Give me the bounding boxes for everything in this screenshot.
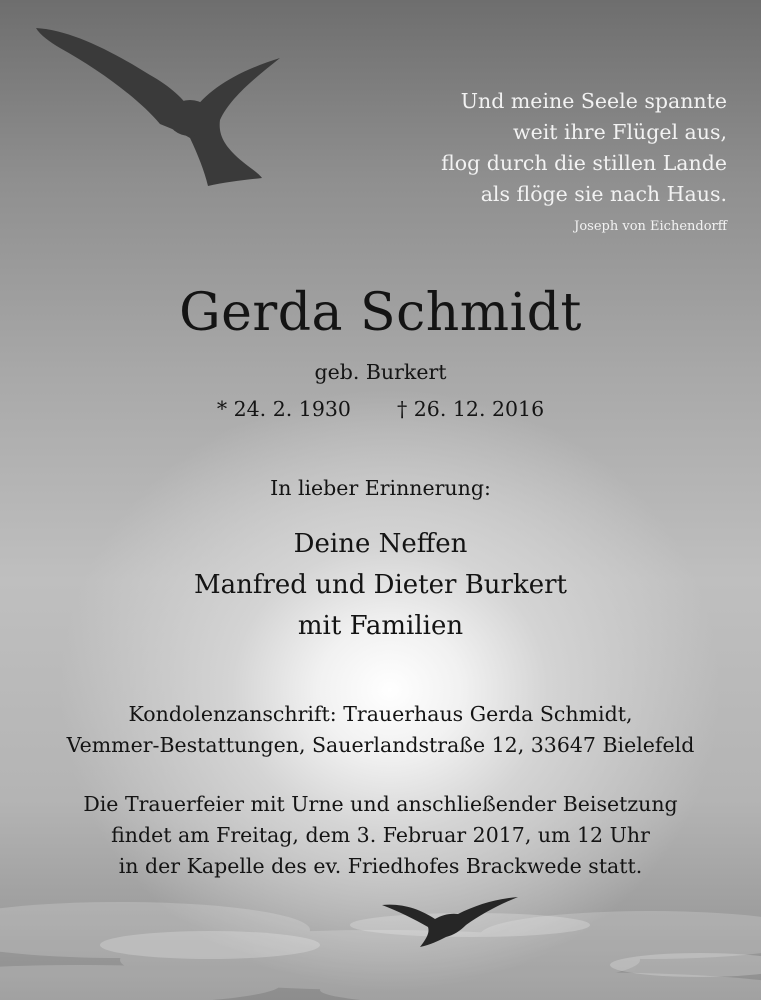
seagull-bottom-icon [380, 895, 520, 950]
family-line: Deine Neffen [293, 529, 468, 559]
ceremony-line: Die Trauerfeier mit Urne und anschließender Beisetzung [83, 792, 678, 816]
maiden-name: geb. Burkert [314, 360, 447, 384]
memory-line: In lieber Erinnerung: [270, 476, 491, 500]
family-block [0, 524, 761, 647]
poem-author: Joseph von Eichendorff [574, 219, 727, 234]
death-date: † 26. 12. 2016 [396, 397, 545, 421]
ceremony-line: in der Kapelle des ev. Friedhofes Brackwede statt. [118, 854, 643, 878]
ceremony-line: findet am Freitag, dem 3. Februar 2017, um 12 Uhr [111, 823, 650, 847]
ceremony-info [0, 789, 761, 882]
condolence-line: Kondolenzanschrift: Trauerhaus Gerda Schmidt, [128, 702, 633, 726]
family-line: Manfred und Dieter Burkert [194, 570, 567, 600]
poem-line: weit ihre Flügel aus, [513, 120, 727, 144]
condolence-line: Vemmer-Bestattungen, Sauerlandstraße 12, 33647 Bielefeld [66, 733, 695, 757]
seagull-top-icon [30, 20, 290, 190]
deceased-name: Gerda Schmidt [179, 283, 582, 343]
poem-line: Und meine Seele spannte [460, 89, 727, 113]
family-line: mit Familien [297, 611, 464, 641]
poem-line: als flöge sie nach Haus. [480, 182, 727, 206]
birth-date: * 24. 2. 1930 [216, 397, 351, 421]
poem [441, 86, 727, 210]
life-dates [0, 397, 761, 421]
poem-line: flog durch die stillen Lande [441, 151, 727, 175]
condolence-address [0, 699, 761, 761]
